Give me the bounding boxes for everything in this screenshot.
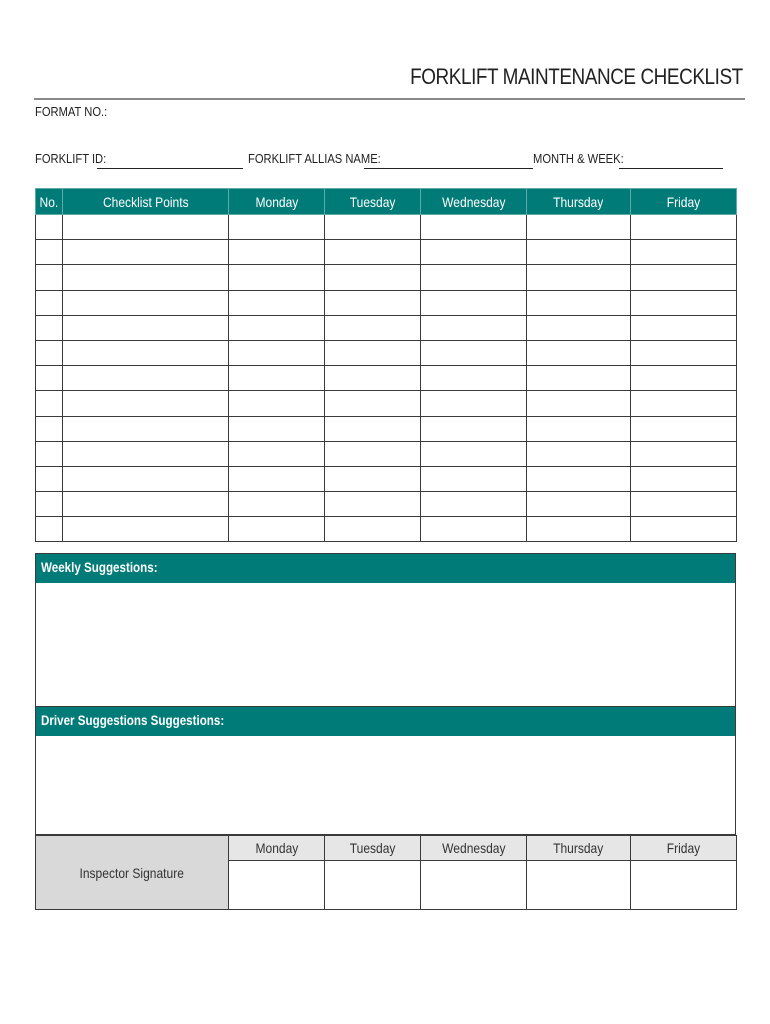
- info-row: [35, 151, 735, 171]
- col-header-checklist-points: Checklist Points: [63, 189, 229, 215]
- cell-wednesday[interactable]: [421, 315, 527, 340]
- cell-wednesday[interactable]: [421, 290, 527, 315]
- cell-tuesday[interactable]: [325, 391, 421, 416]
- cell-thursday[interactable]: [527, 416, 631, 441]
- cell-wednesday[interactable]: [421, 391, 527, 416]
- month-week-field[interactable]: [619, 168, 723, 169]
- cell-checklist-point[interactable]: [63, 315, 229, 340]
- cell-checklist-point[interactable]: [63, 416, 229, 441]
- cell-checklist-point[interactable]: [63, 441, 229, 466]
- cell-checklist-point[interactable]: [63, 240, 229, 265]
- forklift-id-field[interactable]: [97, 168, 243, 169]
- title-rule: [34, 98, 745, 100]
- cell-wednesday[interactable]: [421, 416, 527, 441]
- signature-cell-friday[interactable]: [631, 861, 737, 910]
- cell-no[interactable]: [36, 265, 63, 290]
- cell-monday[interactable]: [229, 416, 325, 441]
- signature-day-wednesday: Wednesday: [421, 836, 527, 861]
- cell-no[interactable]: [36, 240, 63, 265]
- cell-friday[interactable]: [631, 215, 737, 240]
- table-row: [36, 240, 737, 265]
- table-row: [36, 366, 737, 391]
- cell-wednesday[interactable]: [421, 340, 527, 365]
- signature-day-friday: Friday: [631, 836, 737, 861]
- table-row: [36, 517, 737, 542]
- cell-no[interactable]: [36, 466, 63, 491]
- cell-thursday[interactable]: [527, 340, 631, 365]
- cell-checklist-point[interactable]: [63, 517, 229, 542]
- col-header-monday: Monday: [229, 189, 325, 215]
- cell-friday[interactable]: [631, 265, 737, 290]
- cell-wednesday[interactable]: [421, 366, 527, 391]
- cell-tuesday[interactable]: [325, 416, 421, 441]
- cell-tuesday[interactable]: [325, 441, 421, 466]
- cell-thursday[interactable]: [527, 517, 631, 542]
- cell-monday[interactable]: [229, 492, 325, 517]
- signature-cell-monday[interactable]: [229, 861, 325, 910]
- form-title: FORKLIFT MAINTENANCE CHECKLIST: [410, 64, 743, 89]
- cell-thursday[interactable]: [527, 391, 631, 416]
- cell-no[interactable]: [36, 492, 63, 517]
- cell-monday[interactable]: [229, 240, 325, 265]
- table-row: [36, 492, 737, 517]
- table-row: [36, 290, 737, 315]
- cell-friday[interactable]: [631, 240, 737, 265]
- table-row: [36, 215, 737, 240]
- table-row: [36, 466, 737, 491]
- cell-monday[interactable]: [229, 517, 325, 542]
- cell-checklist-point[interactable]: [63, 290, 229, 315]
- weekly-suggestions-area[interactable]: [35, 583, 736, 707]
- cell-friday[interactable]: [631, 366, 737, 391]
- signature-day-thursday: Thursday: [527, 836, 631, 861]
- cell-thursday[interactable]: [527, 290, 631, 315]
- cell-wednesday[interactable]: [421, 240, 527, 265]
- cell-friday[interactable]: [631, 441, 737, 466]
- signature-cell-thursday[interactable]: [527, 861, 631, 910]
- forklift-id-label: FORKLIFT ID:: [35, 151, 107, 166]
- cell-no[interactable]: [36, 366, 63, 391]
- cell-no[interactable]: [36, 517, 63, 542]
- cell-no[interactable]: [36, 315, 63, 340]
- table-row: [36, 265, 737, 290]
- cell-friday[interactable]: [631, 340, 737, 365]
- weekly-suggestions-label: Weekly Suggestions:: [41, 560, 158, 575]
- cell-checklist-point[interactable]: [63, 391, 229, 416]
- cell-tuesday[interactable]: [325, 340, 421, 365]
- format-number-label: FORMAT NO.:: [35, 104, 108, 119]
- cell-monday[interactable]: [229, 265, 325, 290]
- table-row: [36, 340, 737, 365]
- cell-thursday[interactable]: [527, 240, 631, 265]
- cell-checklist-point[interactable]: [63, 340, 229, 365]
- cell-monday[interactable]: [229, 366, 325, 391]
- driver-suggestions-area[interactable]: [35, 736, 736, 835]
- cell-friday[interactable]: [631, 517, 737, 542]
- cell-checklist-point[interactable]: [63, 215, 229, 240]
- cell-tuesday[interactable]: [325, 315, 421, 340]
- cell-monday[interactable]: [229, 290, 325, 315]
- cell-friday[interactable]: [631, 315, 737, 340]
- table-row: [36, 315, 737, 340]
- cell-wednesday[interactable]: [421, 517, 527, 542]
- cell-friday[interactable]: [631, 290, 737, 315]
- col-header-friday: Friday: [631, 189, 737, 215]
- month-week-label: MONTH & WEEK:: [533, 151, 624, 166]
- driver-suggestions-label: Driver Suggestions Suggestions:: [41, 713, 225, 728]
- col-header-wednesday: Wednesday: [421, 189, 527, 215]
- table-row: [36, 416, 737, 441]
- forklift-alias-label: FORKLIFT ALLIAS NAME:: [248, 151, 381, 166]
- cell-wednesday[interactable]: [421, 492, 527, 517]
- cell-no[interactable]: [36, 290, 63, 315]
- cell-no[interactable]: [36, 215, 63, 240]
- cell-monday[interactable]: [229, 441, 325, 466]
- cell-monday[interactable]: [229, 315, 325, 340]
- cell-tuesday[interactable]: [325, 290, 421, 315]
- cell-thursday[interactable]: [527, 466, 631, 491]
- signature-day-monday: Monday: [229, 836, 325, 861]
- cell-thursday[interactable]: [527, 315, 631, 340]
- forklift-alias-field[interactable]: [364, 168, 533, 169]
- checklist-header-row: [36, 189, 737, 215]
- cell-wednesday[interactable]: [421, 466, 527, 491]
- cell-checklist-point[interactable]: [63, 265, 229, 290]
- weekly-suggestions-header: [35, 553, 736, 584]
- signature-cell-tuesday[interactable]: [325, 861, 421, 910]
- cell-no[interactable]: [36, 391, 63, 416]
- cell-tuesday[interactable]: [325, 517, 421, 542]
- cell-thursday[interactable]: [527, 366, 631, 391]
- cell-tuesday[interactable]: [325, 215, 421, 240]
- cell-friday[interactable]: [631, 492, 737, 517]
- cell-friday[interactable]: [631, 391, 737, 416]
- cell-monday[interactable]: [229, 391, 325, 416]
- cell-checklist-point[interactable]: [63, 466, 229, 491]
- cell-tuesday[interactable]: [325, 265, 421, 290]
- cell-tuesday[interactable]: [325, 492, 421, 517]
- inspector-signature-label: Inspector Signature: [36, 836, 229, 910]
- cell-monday[interactable]: [229, 215, 325, 240]
- col-header-tuesday: Tuesday: [325, 189, 421, 215]
- cell-no[interactable]: [36, 340, 63, 365]
- signature-cell-wednesday[interactable]: [421, 861, 527, 910]
- cell-monday[interactable]: [229, 466, 325, 491]
- cell-checklist-point[interactable]: [63, 366, 229, 391]
- cell-friday[interactable]: [631, 466, 737, 491]
- cell-thursday[interactable]: [527, 265, 631, 290]
- cell-wednesday[interactable]: [421, 215, 527, 240]
- col-header-thursday: Thursday: [527, 189, 631, 215]
- cell-thursday[interactable]: [527, 215, 631, 240]
- table-row: [36, 441, 737, 466]
- cell-no[interactable]: [36, 416, 63, 441]
- cell-monday[interactable]: [229, 340, 325, 365]
- cell-wednesday[interactable]: [421, 265, 527, 290]
- driver-suggestions-header: [35, 706, 736, 737]
- table-row: [36, 391, 737, 416]
- cell-thursday[interactable]: [527, 492, 631, 517]
- col-header-no: No.: [36, 189, 63, 215]
- cell-checklist-point[interactable]: [63, 492, 229, 517]
- cell-tuesday[interactable]: [325, 240, 421, 265]
- cell-friday[interactable]: [631, 416, 737, 441]
- checklist-table: [35, 188, 737, 542]
- cell-tuesday[interactable]: [325, 466, 421, 491]
- signature-table: [35, 835, 737, 910]
- cell-tuesday[interactable]: [325, 366, 421, 391]
- signature-day-tuesday: Tuesday: [325, 836, 421, 861]
- cell-no[interactable]: [36, 441, 63, 466]
- cell-wednesday[interactable]: [421, 441, 527, 466]
- cell-thursday[interactable]: [527, 441, 631, 466]
